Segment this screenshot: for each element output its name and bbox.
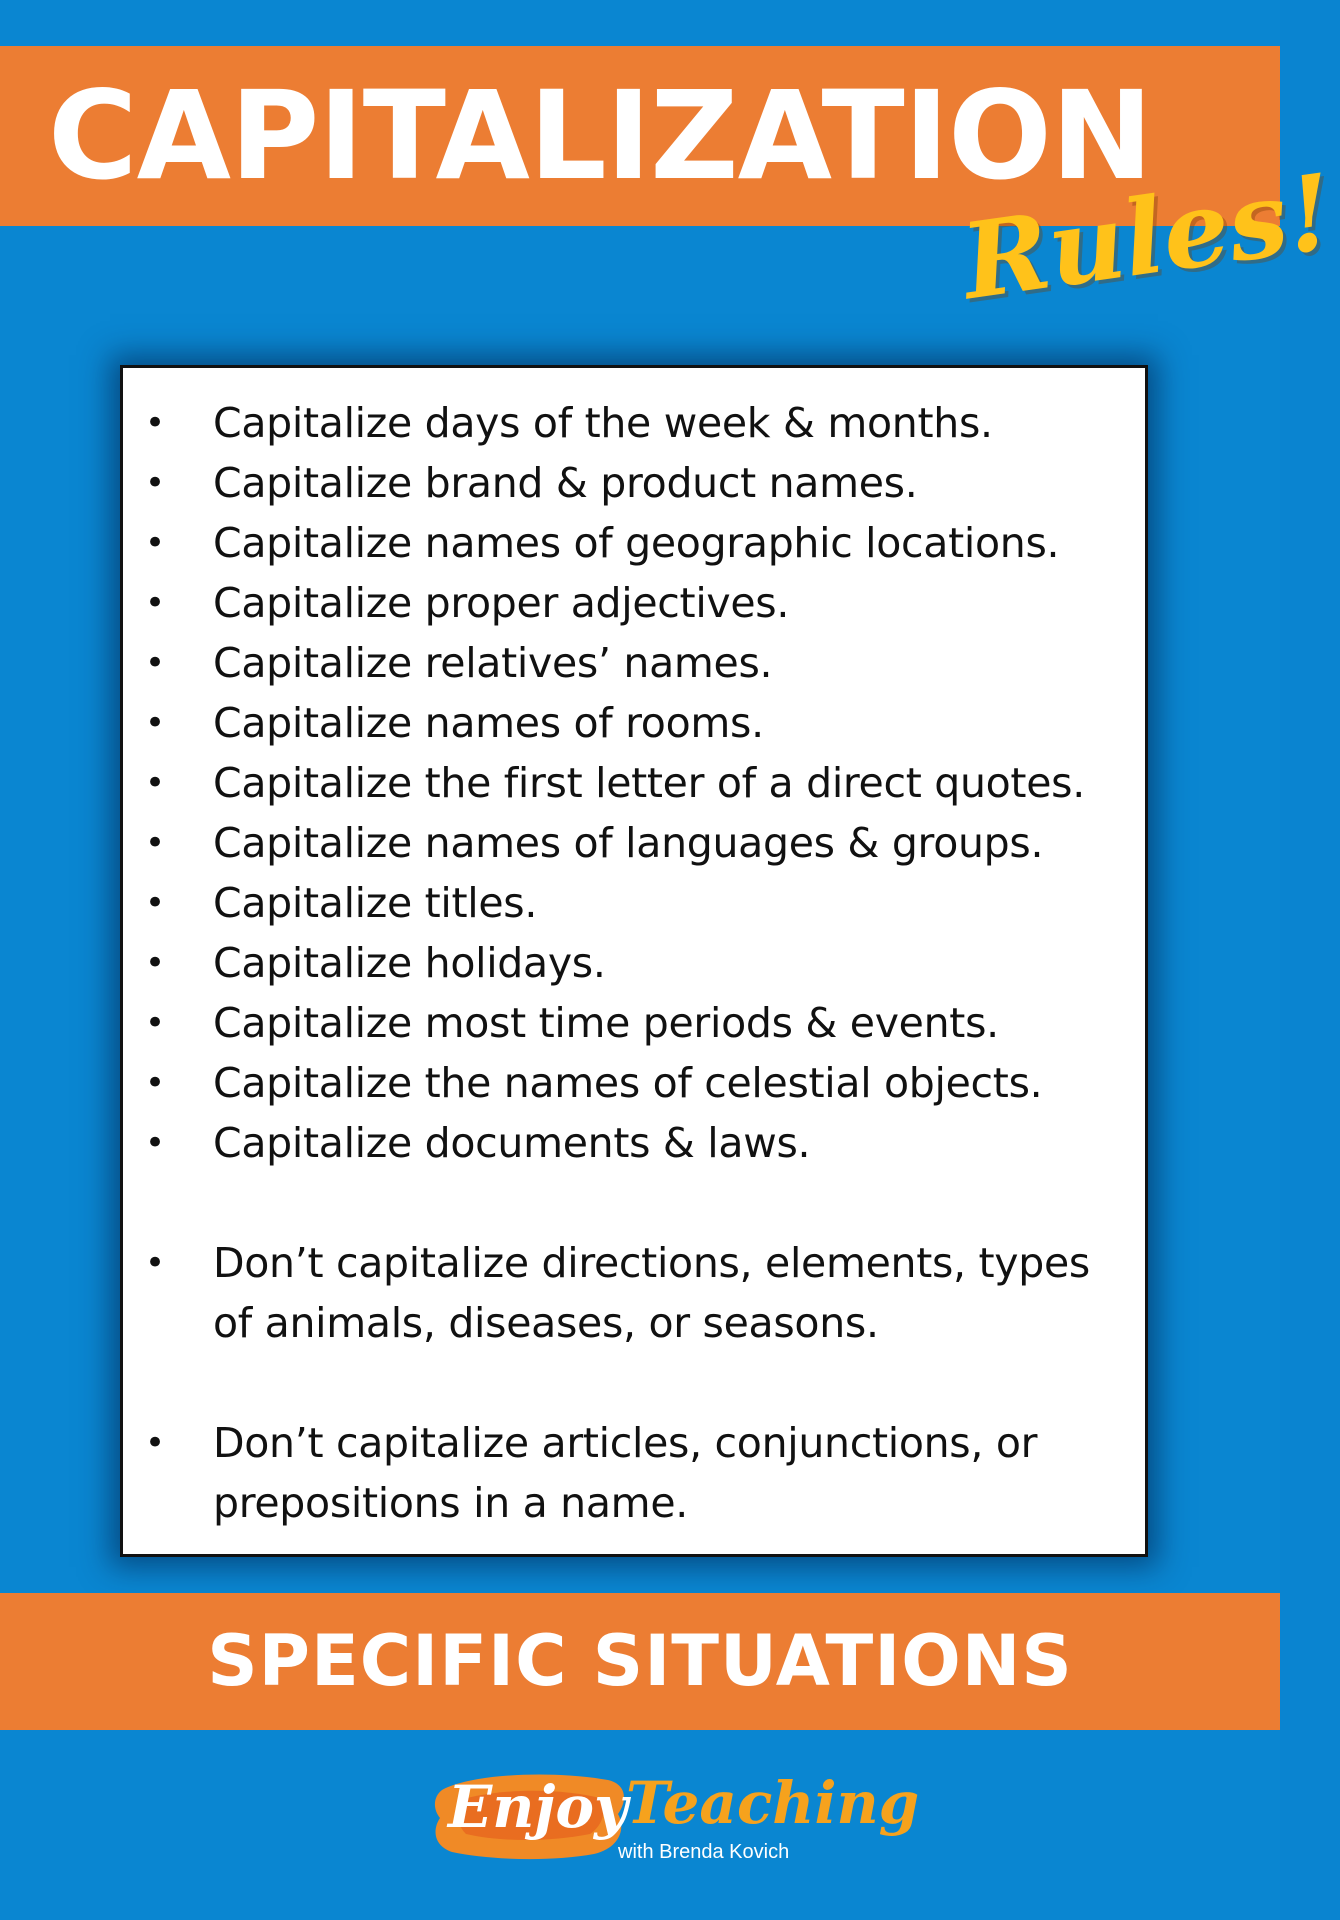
- list-item: • Capitalize names of rooms.: [123, 693, 1125, 753]
- rules-list: [123, 368, 1145, 1533]
- list-item: • Capitalize titles.: [123, 873, 1125, 933]
- logo-word-teaching: Teaching: [626, 1769, 920, 1837]
- list-item: • Capitalize names of languages & groups.: [123, 813, 1125, 873]
- section-subtitle: SPECIFIC SITUATIONS: [207, 1620, 1073, 1702]
- list-item: • Capitalize names of geographic locations.: [123, 513, 1125, 573]
- list-item: • Capitalize days of the week & months.: [123, 393, 1125, 453]
- list-item: • Capitalize most time periods & events.: [123, 993, 1125, 1053]
- list-item: • Capitalize relatives’ names.: [123, 633, 1125, 693]
- list-item: • Capitalize the first letter of a direct quotes.: [123, 753, 1125, 813]
- logo-word-enjoy: Enjoy: [448, 1773, 628, 1841]
- rules-card: [120, 365, 1148, 1557]
- brand-logo: [430, 1762, 920, 1872]
- list-item: • Capitalize holidays.: [123, 933, 1125, 993]
- exception-item: • Don’t capitalize articles, conjunctions, or prepositions in a name.: [123, 1413, 1125, 1533]
- page-title: CAPITALIZATION: [48, 65, 1152, 207]
- logo-byline: with Brenda Kovich: [618, 1841, 790, 1863]
- list-item: • Capitalize proper adjectives.: [123, 573, 1125, 633]
- list-item: • Capitalize the names of celestial objects.: [123, 1053, 1125, 1113]
- list-item: • Capitalize documents & laws.: [123, 1113, 1125, 1173]
- list-item: • Capitalize brand & product names.: [123, 453, 1125, 513]
- exception-item: • Don’t capitalize directions, elements, types of animals, diseases, or seasons.: [123, 1233, 1125, 1353]
- script-subtitle: Rules!: [954, 149, 1340, 324]
